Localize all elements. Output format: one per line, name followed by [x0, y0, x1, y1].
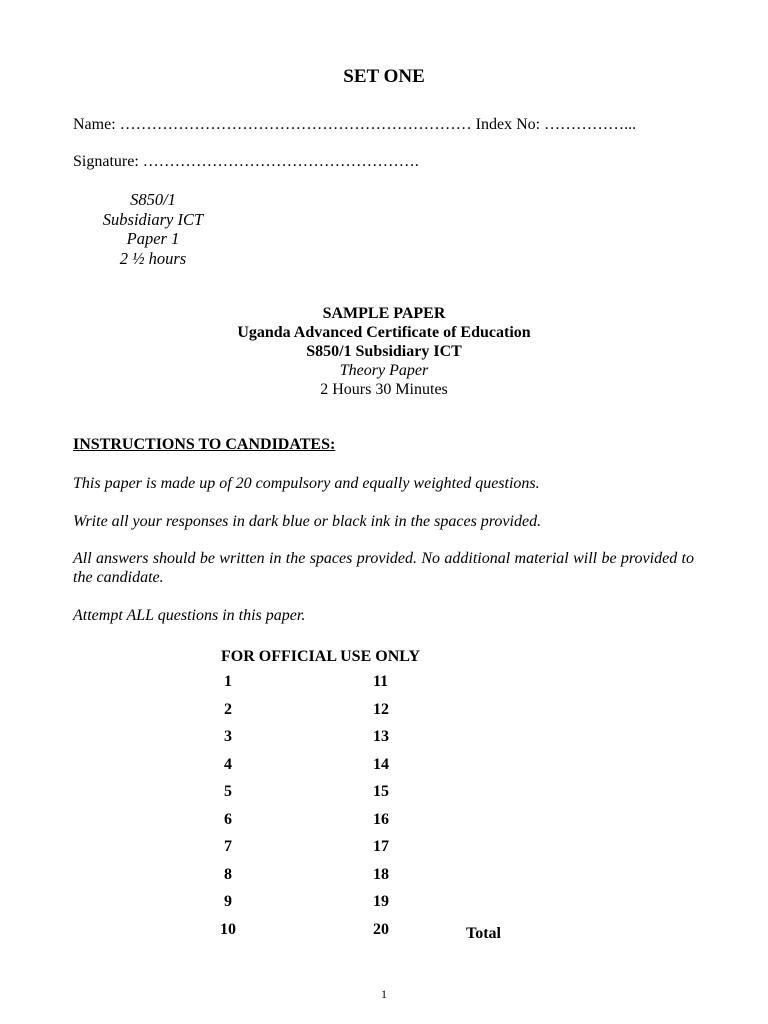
question-number: 3 [224, 728, 232, 745]
total-label: Total [466, 925, 501, 942]
paper-code: S850/1 [130, 190, 176, 209]
question-number: 13 [373, 728, 389, 745]
paper-number: Paper 1 [126, 229, 180, 248]
instructions-title: INSTRUCTIONS TO CANDIDATES: [73, 436, 336, 453]
name-index-field-line: Name: ………………………………………………………… Index No: ……………... [73, 116, 637, 133]
paper-type: Theory Paper [339, 362, 429, 379]
question-number: 10 [220, 921, 236, 938]
question-number: 9 [224, 893, 232, 910]
instruction-item: All answers should be written in the spaces provided. No additional material will be provided to the candidate. [73, 550, 694, 586]
subject-title: S850/1 Subsidiary ICT [306, 343, 462, 360]
exam-heading [0, 304, 768, 399]
sample-paper-label: SAMPLE PAPER [322, 305, 446, 322]
paper-duration: 2 ½ hours [119, 248, 187, 268]
question-number: 5 [224, 783, 232, 800]
question-number: 2 [224, 701, 232, 718]
question-number: 14 [373, 756, 389, 773]
question-number: 15 [373, 783, 389, 800]
official-use-title: FOR OFFICIAL USE ONLY [221, 648, 420, 665]
question-number: 4 [224, 756, 232, 773]
paper-code-block [73, 190, 233, 268]
instruction-item: This paper is made up of 20 compulsory and equally weighted questions. [73, 475, 540, 492]
question-number: 7 [224, 838, 232, 855]
instruction-item: Write all your responses in dark blue or black ink in the spaces provided. [73, 513, 542, 530]
page-number: 1 [381, 987, 387, 1001]
question-number: 17 [373, 838, 389, 855]
question-number: 6 [224, 811, 232, 828]
question-number: 8 [224, 866, 232, 883]
set-title: SET ONE [343, 66, 425, 87]
exam-duration: 2 Hours 30 Minutes [320, 381, 448, 398]
question-number: 20 [373, 921, 389, 938]
question-number: 1 [224, 673, 232, 690]
certificate-title: Uganda Advanced Certificate of Education [237, 324, 531, 341]
question-number: 18 [373, 866, 389, 883]
question-number: 16 [373, 811, 389, 828]
paper-subject: Subsidiary ICT [102, 209, 204, 229]
question-number: 12 [373, 701, 389, 718]
signature-field-line: Signature: ……………………………………………. [73, 153, 419, 170]
instruction-item: Attempt ALL questions in this paper. [73, 607, 306, 624]
question-number: 19 [373, 893, 389, 910]
question-number: 11 [373, 673, 389, 690]
